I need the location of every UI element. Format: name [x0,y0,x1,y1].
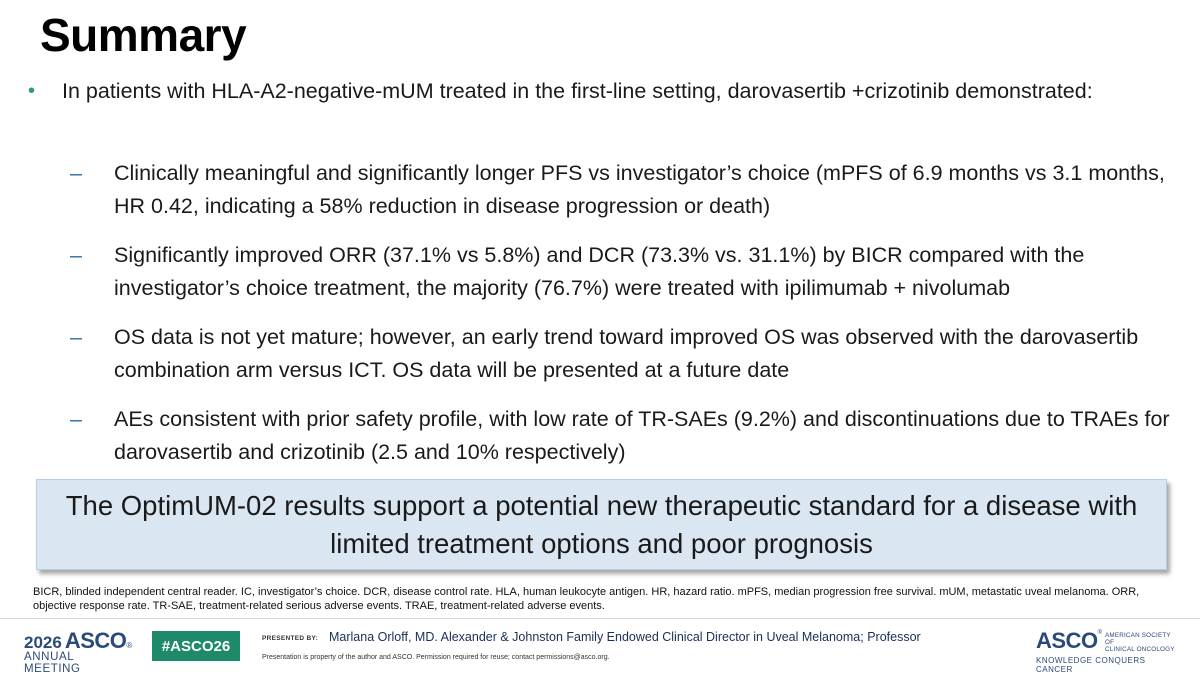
presenter-name: Marlana Orloff, MD. Alexander & Johnston Family Endowed Clinical Director in Uveal Melanoma; Professor [329,630,921,644]
society-name [1105,632,1181,653]
sub-bullet-text: OS data is not yet mature; however, an early trend toward improved OS was observed with the darovasertib combination arm versus ICT. OS data will be presented at a future date [114,325,1139,382]
sub-bullet-text: AEs consistent with prior safety profile, with low rate of TR-SAEs (9.2%) and discontinuations due to TRAEs for darovasertib and crizotinib (2.5 and 10% respectively) [114,407,1170,464]
hashtag-badge: #ASCO26 [152,631,240,661]
registered-mark: ® [1097,630,1102,636]
asco-society-logo [1036,630,1181,674]
annual-meeting-logo [24,628,134,675]
society-logo-word: ASCO [1036,628,1098,653]
sub-bullet-marker: – [70,325,82,349]
tagline: KNOWLEDGE CONQUERS CANCER [1036,656,1146,674]
permission-notice: Presentation is property of the author and ASCO. Permission required for reuse; contact permissions@asco.org. [262,654,610,661]
footer-divider [0,618,1200,619]
meeting-year: 2026 [24,633,62,652]
slide-title: Summary [40,9,247,61]
sub-bullet [70,403,1180,469]
main-bullet [28,75,1178,108]
society-name-line1: AMERICAN SOCIETY OF [1104,632,1171,646]
sub-bullet [70,157,1180,223]
main-bullet-text: In patients with HLA-A2-negative-mUM treated in the first-line setting, darovasertib +crizotinib demonstrated: [62,79,1093,103]
sub-bullet-text: Significantly improved ORR (37.1% vs 5.8%) and DCR (73.3% vs. 31.1%) by BICR compared with the investigator’s choice treatment, the majority (76.7%) were treated with ipilimumab + nivolumab [114,243,1085,300]
society-name-line2: CLINICAL ONCOLOGY [1104,646,1175,653]
bullet-marker: • [28,80,36,102]
sub-bullet-list [70,157,1180,485]
sub-bullet-text: Clinically meaningful and significantly longer PFS vs investigator’s choice (mPFS of 6.9 months vs 3.1 months, HR 0.42, indicating a 58% reduction in disease progression or death) [114,161,1165,218]
sub-bullet-marker: – [70,407,82,431]
conclusion-callout: The OptimUM-02 results support a potential new therapeutic standard for a disease with limited treatment options and poor prognosis [36,479,1167,570]
presented-by-label: PRESENTED BY: [262,635,319,642]
sub-bullet-marker: – [70,243,82,267]
sub-bullet [70,321,1180,387]
meeting-label: ANNUAL MEETING [24,651,81,675]
registered-mark: ® [126,641,133,650]
sub-bullet [70,239,1180,305]
meeting-logo-word: ASCO [64,628,127,653]
abbreviations-footnote: BICR, blinded independent central reader. IC, investigator’s choice. DCR, disease control rate. HLA, human leukocyte antigen. HR, hazard ratio. mPFS, median progression free survival. mUM, metastatic uveal melanoma. ORR, objective response rate. TR-SAE, treatment-related serious adverse events. TRAE, treatment-related adverse events. [33,586,1140,612]
sub-bullet-marker: – [70,161,82,185]
